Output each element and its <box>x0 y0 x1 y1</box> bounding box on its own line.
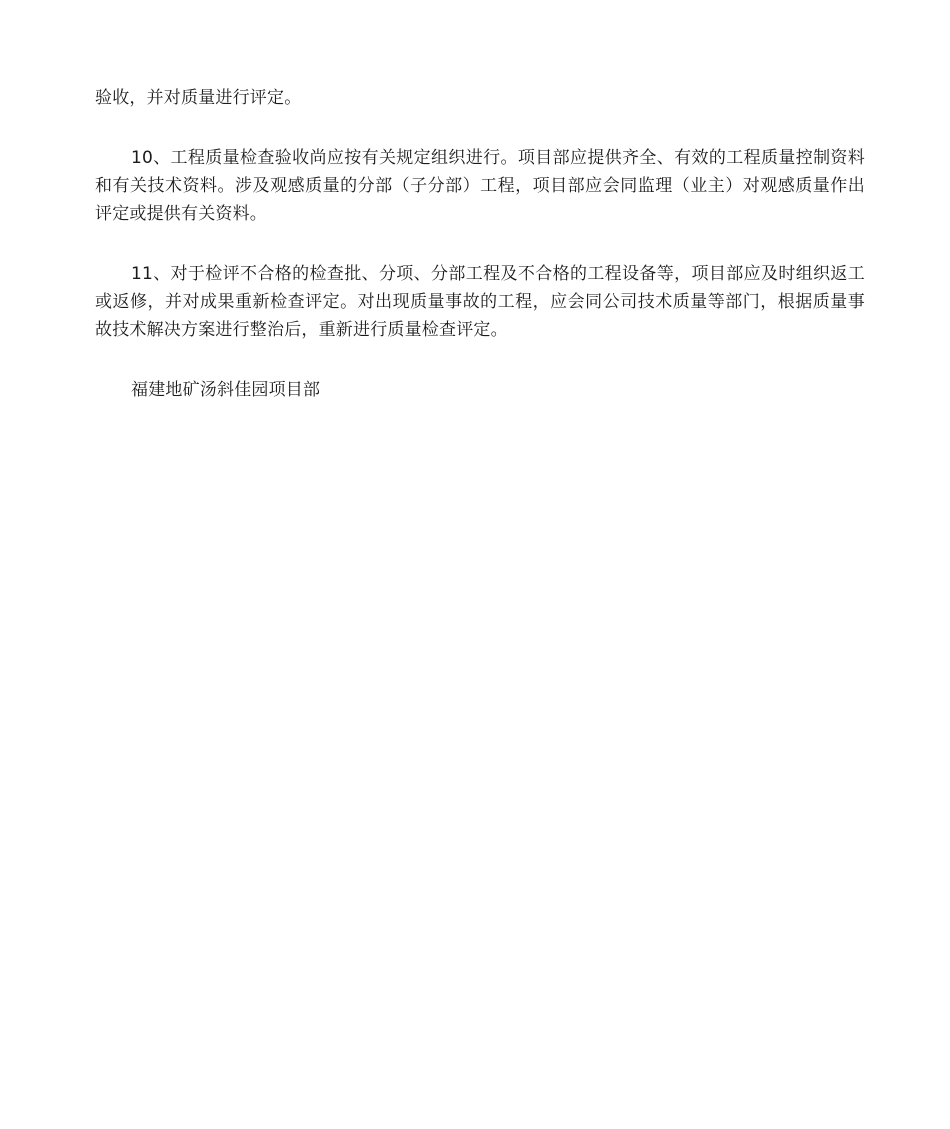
signature: 福建地矿汤斜佳园项目部 <box>131 380 321 400</box>
paragraph-continuation: 验收，并对质量进行评定。 <box>95 88 302 108</box>
paragraph-item-10: 10、工程质量检查验收尚应按有关规定组织进行。项目部应提供齐全、有效的工程质量控制资料和有关技术资料。涉及观感质量的分部（子分部）工程，项目部应会同监理（业主）对观感质量作出评定或提供有关资料。 <box>95 148 865 224</box>
document-page <box>95 84 865 404</box>
paragraph-item-11: 11、对于检评不合格的检查批、分项、分部工程及不合格的工程设备等，项目部应及时组织返工或返修，并对成果重新检查评定。对出现质量事故的工程，应会同公司技术质量等部门，根据质量事故技术解决方案进行整治后，重新进行质量检查评定。 <box>95 264 865 340</box>
